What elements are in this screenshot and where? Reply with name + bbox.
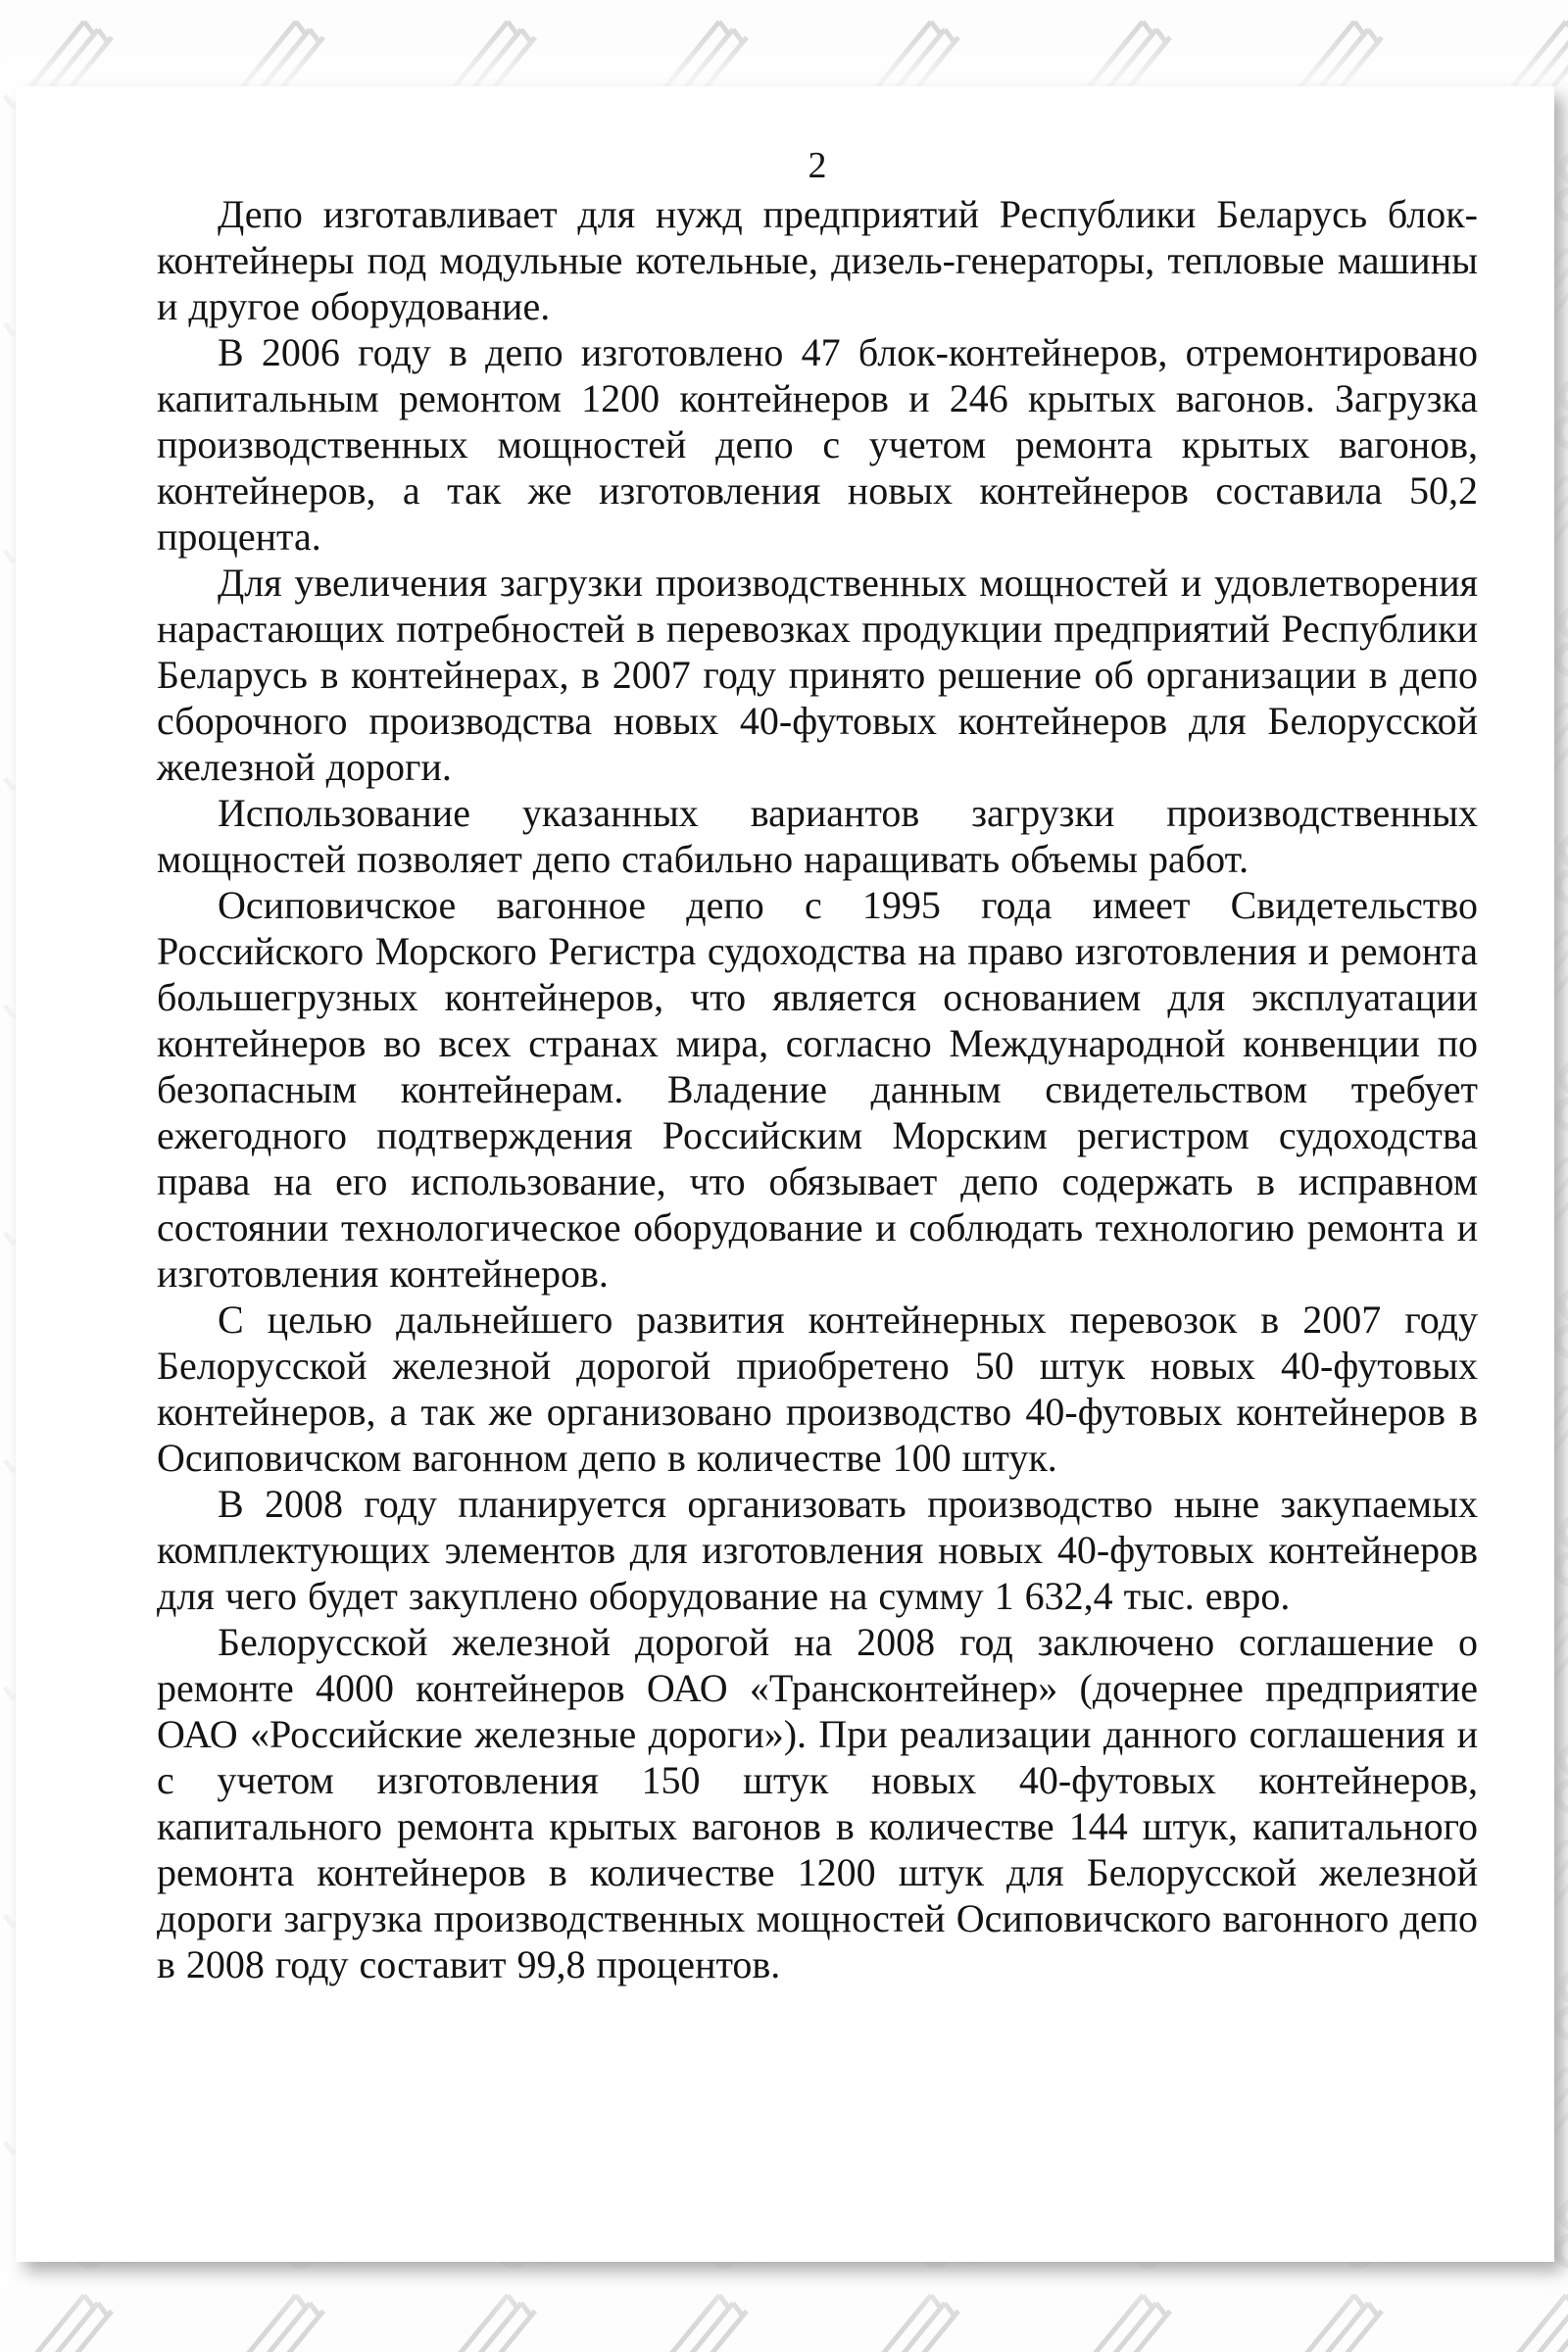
paragraph: С целью дальнейшего развития контейнерных перевозок в 2007 году Белорусской железной дорогой приобретено 50 штук новых 40-футовых контейнеров, а так же организовано производство 40-футовых контейнеров в Осиповичском вагонном депо в количестве 100 штук. — [157, 1298, 1478, 1480]
paragraph: В 2008 году планируется организовать производство ныне закупаемых комплектующих элементов для изготовления новых 40-футовых контейнеров для чего будет закуплено оборудование на сумму 1 632,4 тыс. евро. — [157, 1482, 1478, 1618]
paragraph: Белорусской железной дорогой на 2008 год заключено соглашение о ремонте 4000 контейнеров ОАО «Трансконтейнер» (дочернее предприятие ОАО «Российские железные дороги»). При реализации данного соглашения и с учетом изготовления 150 штук новых 40-футовых контейнеров, капитального ремонта крытых вагонов в количестве 144 штук, капитального ремонта контейнеров в количестве 1200 штук для Белорусской железной дороги загрузка производственных мощностей Осиповичского вагонного депо в 2008 году составит 99,8 процентов. — [157, 1620, 1478, 1986]
paragraph: Использование указанных вариантов загрузки производственных мощностей позволяет депо стабильно наращивать объемы работ. — [157, 791, 1478, 881]
paragraph: Для увеличения загрузки производственных мощностей и удовлетворения нарастающих потребностей в перевозках продукции предприятий Республики Беларусь в контейнерах, в 2007 году принято решение об организации в депо сборочного производства новых 40-футовых контейнеров для Белорусской железной дороги. — [157, 561, 1478, 789]
paragraph: Депо изготавливает для нужд предприятий Республики Беларусь блок-контейнеры под модульные котельные, дизель-генераторы, тепловые машины и другое оборудование. — [157, 192, 1478, 328]
paragraph: Осиповичское вагонное депо с 1995 года имеет Свидетельство Российского Морского Регистра судоходства на право изготовления и ремонта большегрузных контейнеров, что является основанием для эксплуатации контейнеров во всех странах мира, согласно Международной конвенции по безопасным контейнерам. Владение данным свидетельством требует ежегодного подтверждения Российским Морским регистром судоходства права на его использование, что обязывает депо содержать в исправном состоянии технологическое оборудование и соблюдать технологию ремонта и изготовления контейнеров. — [157, 883, 1478, 1296]
document-page — [16, 86, 1554, 2262]
document-body — [157, 191, 1478, 1987]
paragraph: В 2006 году в депо изготовлено 47 блок-контейнеров, отремонтировано капитальным ремонтом 1200 контейнеров и 246 крытых вагонов. Загрузка производственных мощностей депо с учетом ремонта крытых вагонов, контейнеров, а так же изготовления новых контейнеров составила 50,2 процента. — [157, 330, 1478, 559]
page-number: 2 — [808, 145, 827, 186]
